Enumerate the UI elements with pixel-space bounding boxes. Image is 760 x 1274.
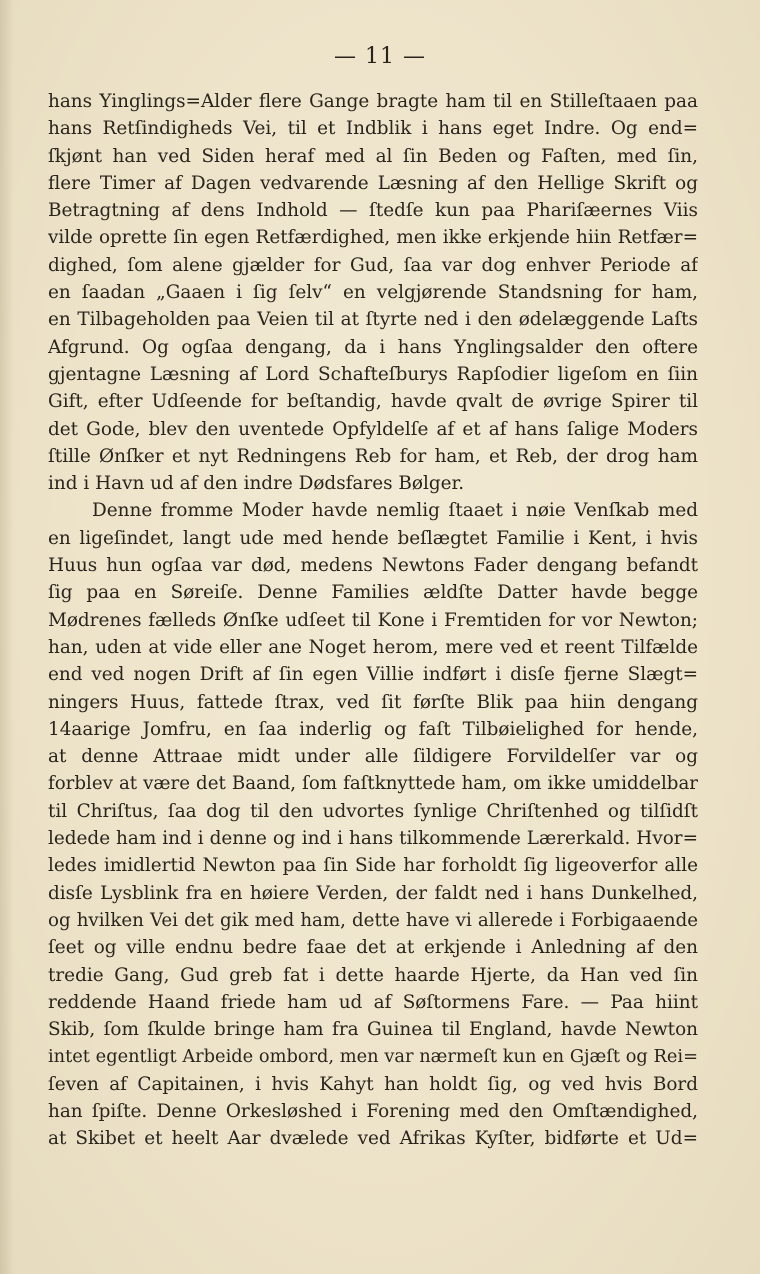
text-line: og hvilken Vei det gik med ham, dette have vi allerede i Forbigaaende (48, 909, 698, 931)
text-line: han, uden at vide eller ane Noget herom, mere ved et reent Tilfælde (48, 636, 698, 658)
page-number: — 11 — (334, 44, 426, 69)
text-line: ledede ham ind i denne og ind i hans tilkommende Lærerkald. Hvor= (48, 828, 698, 850)
text-line: ſeet og ville endnu bedre faae det at erkjende i Anledning af den (48, 937, 698, 959)
text-line: Mødrenes fælleds Ønſke udſeet til Kone i Fremtiden for vor Newton; (48, 609, 698, 631)
text-line: Skib, ſom ſkulde bringe ham fra Guinea til England, havde Newton (48, 1019, 698, 1041)
text-line: gjentagne Læsning af Lord Schafteſburys Rapſodier ligeſom en ſiin (48, 363, 698, 385)
text-line: at Skibet et heelt Aar dvælede ved Afrikas Kyſter, bidførte et Ud= (48, 1128, 698, 1150)
text-line: ſkjønt han ved Siden heraf med al ſin Beden og Faſten, med ſin, (48, 145, 698, 167)
text-line: han ſpiſte. Denne Orkesløshed i Forening med den Omſtændighed, (48, 1100, 698, 1122)
text-line: reddende Haand friede ham ud af Søſtormens Fare. — Paa hiint (48, 991, 698, 1013)
text-line: en ſaadan „Gaaen i ſig ſelv“ en velgjørende Standsning for ham, (48, 282, 698, 304)
text-line: forblev at være det Baand, ſom faſtknyttede ham, om ikke umiddelbar (48, 773, 698, 795)
text-line: Betragtning af dens Indhold — ſtedſe kun paa Phariſæernes Viis (48, 200, 698, 222)
paragraph-start-line: Denne fromme Moder havde nemlig ſtaaet i nøie Venſkab med (92, 500, 698, 522)
text-line: Gift, efter Udſeende for beſtandig, havde qvalt de øvrige Spirer til (48, 391, 698, 413)
text-line: ſtille Ønſker et nyt Redningens Reb for ham, et Reb, der drog ham (48, 445, 698, 467)
text-line: det Gode, blev den uventede Opfyldelſe af et af hans ſalige Moders (48, 418, 698, 440)
text-line: vilde oprette ſin egen Retfærdighed, men ikke erkjende hiin Retfær= (48, 227, 698, 249)
text-line: ind i Havn ud af den indre Dødsfares Bølger. (48, 473, 465, 495)
text-line: tredie Gang, Gud greb fat i dette haarde Hjerte, da Han ved ſin (48, 964, 698, 986)
text-line: intet egentligt Arbeide ombord, men var nærmeſt kun en Gjæſt og Rei= (48, 1046, 698, 1068)
text-line: Afgrund. Og ogſaa dengang, da i hans Ynglingsalder den oftere (48, 336, 698, 358)
text-line: hans Retſindigheds Vei, til et Indblik i hans eget Indre. Og end= (48, 118, 698, 140)
text-line: dighed, ſom alene gjælder for Gud, ſaa var dog enhver Periode af (48, 254, 698, 276)
text-line: at denne Attraae midt under alle ſildigere Forvildelſer var og (48, 746, 698, 768)
text-line: flere Timer af Dagen vedvarende Læsning af den Hellige Skrift og (48, 172, 698, 194)
text-line: ledes imidlertid Newton paa ſin Side har forholdt ſig ligeoverfor alle (48, 855, 698, 877)
text-line: til Chriſtus, ſaa dog til den udvortes ſynlige Chriſtenhed og tilſidſt (48, 800, 698, 822)
text-line: 14aarige Jomfru, en ſaa inderlig og faſt Tilbøielighed for hende, (48, 718, 698, 740)
text-line: hans Yinglings=Alder flere Gange bragte ham til en Stilleſtaaen paa (48, 91, 698, 112)
text-line: en ligeſindet, langt ude med hende beſlægtet Familie i Kent, i hvis (48, 527, 698, 549)
text-line: ſig paa en Søreiſe. Denne Families ældſte Datter havde begge (48, 582, 698, 604)
text-line: ningers Huus, fattede ſtrax, ved ſit førſte Blik paa hiin dengang (48, 691, 698, 713)
text-line: Huus hun ogſaa var død, medens Newtons Fader dengang befandt (48, 555, 698, 577)
body-text (48, 88, 698, 1153)
text-line: disſe Lysblink fra en høiere Verden, der faldt ned i hans Dunkelhed, (48, 882, 698, 904)
text-line: ſeven af Capitainen, i hvis Kahyt han holdt ſig, og ved hvis Bord (48, 1073, 698, 1095)
text-line: end ved nogen Drift af ſin egen Villie indført i disſe fjerne Slægt= (48, 664, 698, 686)
text-line: en Tilbageholden paa Veien til at ſtyrte ned i den ødelæggende Laſts (48, 309, 698, 331)
